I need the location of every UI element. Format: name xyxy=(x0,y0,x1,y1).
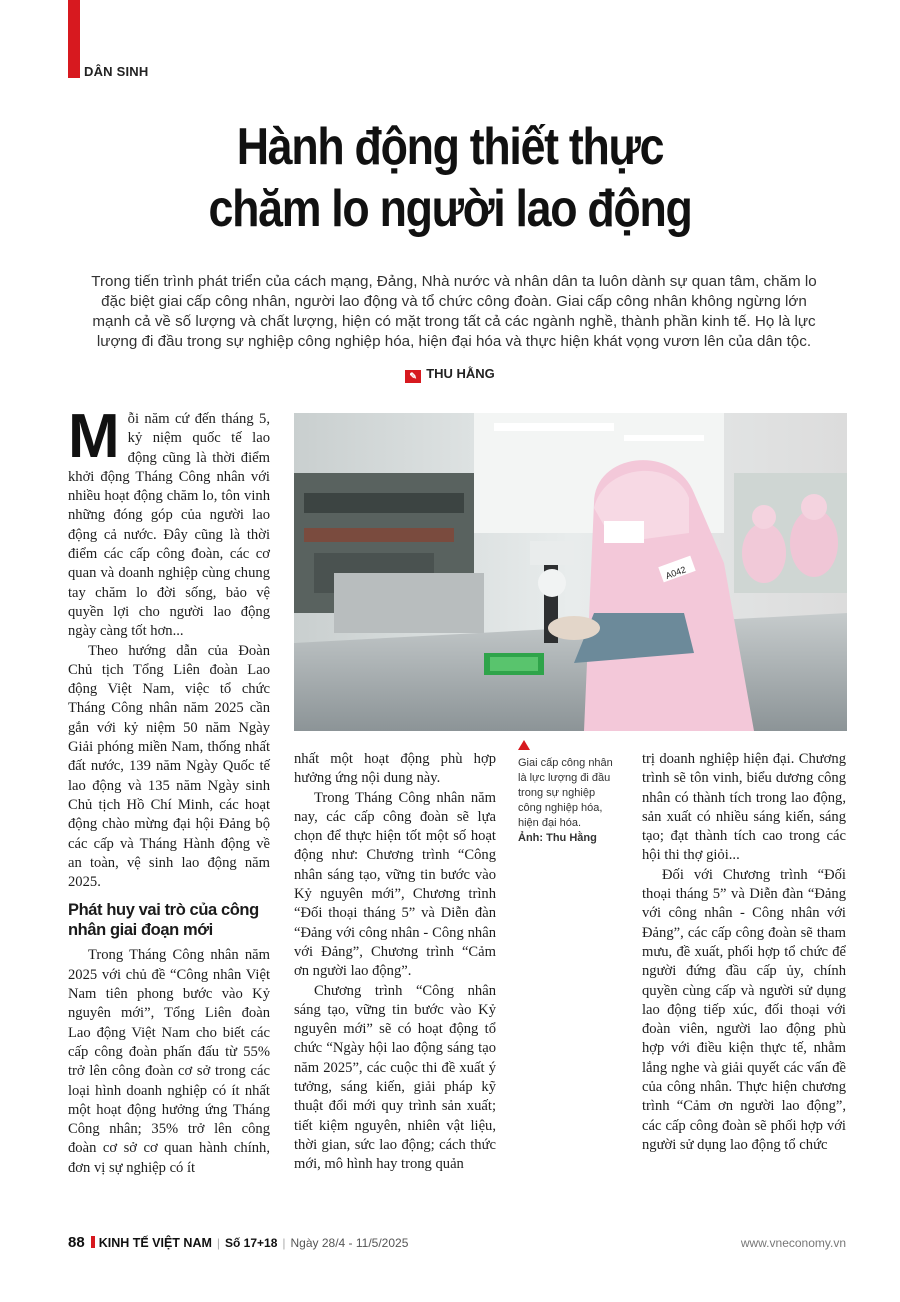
website-link[interactable]: www.vneconomy.vn xyxy=(740,1236,846,1250)
paragraph: trị doanh nghiệp hiện đại. Chương trình sẽ tôn vinh, biểu dương công nhân có thành tích trong lao động, sản xuất có nhiều sáng kiến, sáng tạo; đạt thành tích cao trong các hội thi thợ giỏi... xyxy=(642,751,846,864)
magazine-name: KINH TẾ VIỆT NAM xyxy=(98,1236,212,1250)
column-1 xyxy=(68,402,270,1178)
column-2 xyxy=(294,750,496,1175)
footer-accent-bar xyxy=(91,1236,95,1248)
drop-cap: M xyxy=(68,402,120,471)
paragraph: nhất một hoạt động phù hợp hưởng ứng nội dung này. xyxy=(294,751,496,787)
photo-caption xyxy=(518,740,618,846)
paragraph: Theo hướng dẫn của Đoàn Chủ tịch Tổng Liên đoàn Lao động Việt Nam, việc tổ chức Tháng Công nhân năm 2025 cần gắn với kỷ niệm 50 năm Ngày Giải phóng miền Nam, thống nhất đất nước, 139 năm Ngày Quốc tế lao động và 135 năm Ngày sinh Chủ tịch Hồ Chí Minh, các hoạt động chào mừng đại hội Đảng bộ các cấp và Tháng Hành động về an toàn, vệ sinh lao động năm 2025. xyxy=(68,642,270,891)
issue-number: Số 17+18 xyxy=(225,1236,278,1250)
footer-separator: | xyxy=(282,1236,286,1250)
title-line-1: Hành động thiết thực xyxy=(236,118,664,176)
column-3 xyxy=(642,750,846,1155)
paragraph: Trong Tháng Công nhân năm nay, các cấp công đoàn sẽ lựa chọn để thực hiện tốt một số hoạt động như: Chương trình “Công nhân sáng tạo, vững tin bước vào Kỷ nguyên mới”, Chương trình “Đối thoại tháng 5” và Diễn đàn “Đảng với công nhân - Công nhân với Đảng”, Chương trình “Cảm ơn người lao động”. xyxy=(294,789,496,980)
paragraph: Trong Tháng Công nhân năm 2025 với chủ đề “Công nhân Việt Nam tiên phong bước vào Kỷ nguyên mới”, Tổng Liên đoàn Lao động Việt Nam cho biết các cấp công đoàn phấn đấu từ 55% trở lên công đoàn cơ sở trong các loại hình doanh nghiệp có ít nhất một hoạt động hưởng ứng Tháng Công nhân; 35% trở lên công đoàn cơ sở cơ quan hành chính, đơn vị sự nghiệp có ít xyxy=(68,947,270,1176)
section-label: DÂN SINH xyxy=(84,64,149,79)
caption-text: Giai cấp công nhân là lực lượng đi đầu trong sự nghiệp công nghiệp hóa, hiện đại hóa. xyxy=(518,757,613,829)
factory-worker-photo xyxy=(294,413,847,731)
section-accent-bar xyxy=(68,0,80,78)
caption-triangle-icon xyxy=(518,740,530,750)
paragraph: Chương trình “Công nhân sáng tạo, vững tin bước vào Kỷ nguyên mới” sẽ có hoạt động tổ chức “Ngày hội lao động sáng tạo năm 2025”, các cuộc thi đề xuất ý tưởng, sáng kiến, giải pháp kỹ thuật đổi mới quy trình sản xuất; tiết kiệm nguyên, nhiên vật liệu, thời gian, sức lao động; cách thức mới, mô hình hay trong quản xyxy=(294,982,496,1173)
page-number: 88 xyxy=(68,1234,85,1251)
subheading: Phát huy vai trò của công nhân giai đoạn mới xyxy=(68,901,259,940)
author-byline xyxy=(0,366,900,383)
paragraph: Đối với Chương trình “Đối thoại tháng 5” và Diễn đàn “Đảng với công nhân - Công nhân với Đảng”, các cấp công đoàn sẽ tham mưu, đề xuất, phối hợp tổ chức để người đứng đầu cấp ủy, chính quyền cùng cấp và người sử dụng lao động tiếp xúc, đối thoại với đoàn viên, người lao động phù hợp với điều kiện thực tế, nhằm lắng nghe và giải quyết các vấn đề của công nhân. Thực hiện chương trình “Cảm ơn người lao động”, các cấp công đoàn sẽ phối hợp với người sử dụng lao động tổ chức xyxy=(642,866,846,1153)
footer-separator: | xyxy=(216,1236,221,1250)
issue-date: Ngày 28/4 - 11/5/2025 xyxy=(290,1236,409,1250)
author-pen-icon: ✎ xyxy=(405,370,421,383)
article-title xyxy=(63,116,837,240)
title-line-2: chăm lo người lao động xyxy=(208,180,692,238)
worker-badge-text: A042 xyxy=(664,564,688,581)
article-lead: Trong tiến trình phát triển của cách mạng, Đảng, Nhà nước và nhân dân ta luôn dành sự quan tâm, chăm lo đặc biệt giai cấp công nhân, người lao động và tổ chức công đoàn. Giai cấp công nhân không ngừng lớn mạnh cả về số lượng và chất lượng, hiện có mặt trong tất cả các ngành nghề, thành phần kinh tế. Họ là lực lượng đi đầu trong sự nghiệp công nghiệp hóa, hiện đại hóa và thực hiện khát vọng vươn lên của dân tộc. xyxy=(91,273,817,350)
page-footer xyxy=(68,1234,846,1252)
paragraph-text: ỗi năm cứ đến tháng 5, kỷ niệm quốc tế lao động cũng là thời điểm khởi động Tháng Công nhân với nhiều hoạt động chăm lo, tôn vinh những đóng góp của người lao động cả nước. Đây cũng là thời điểm các cấp công đoàn, các cơ quan và doanh nghiệp cùng chung tay chăm lo đời sống, bảo vệ quyền lợi cho người lao động ngày càng tốt hơn... xyxy=(68,411,270,640)
paragraph xyxy=(68,402,270,642)
article-photo xyxy=(294,413,847,731)
author-name: THU HẰNG xyxy=(426,366,495,381)
photo-credit: Ảnh: Thu Hằng xyxy=(518,832,597,844)
